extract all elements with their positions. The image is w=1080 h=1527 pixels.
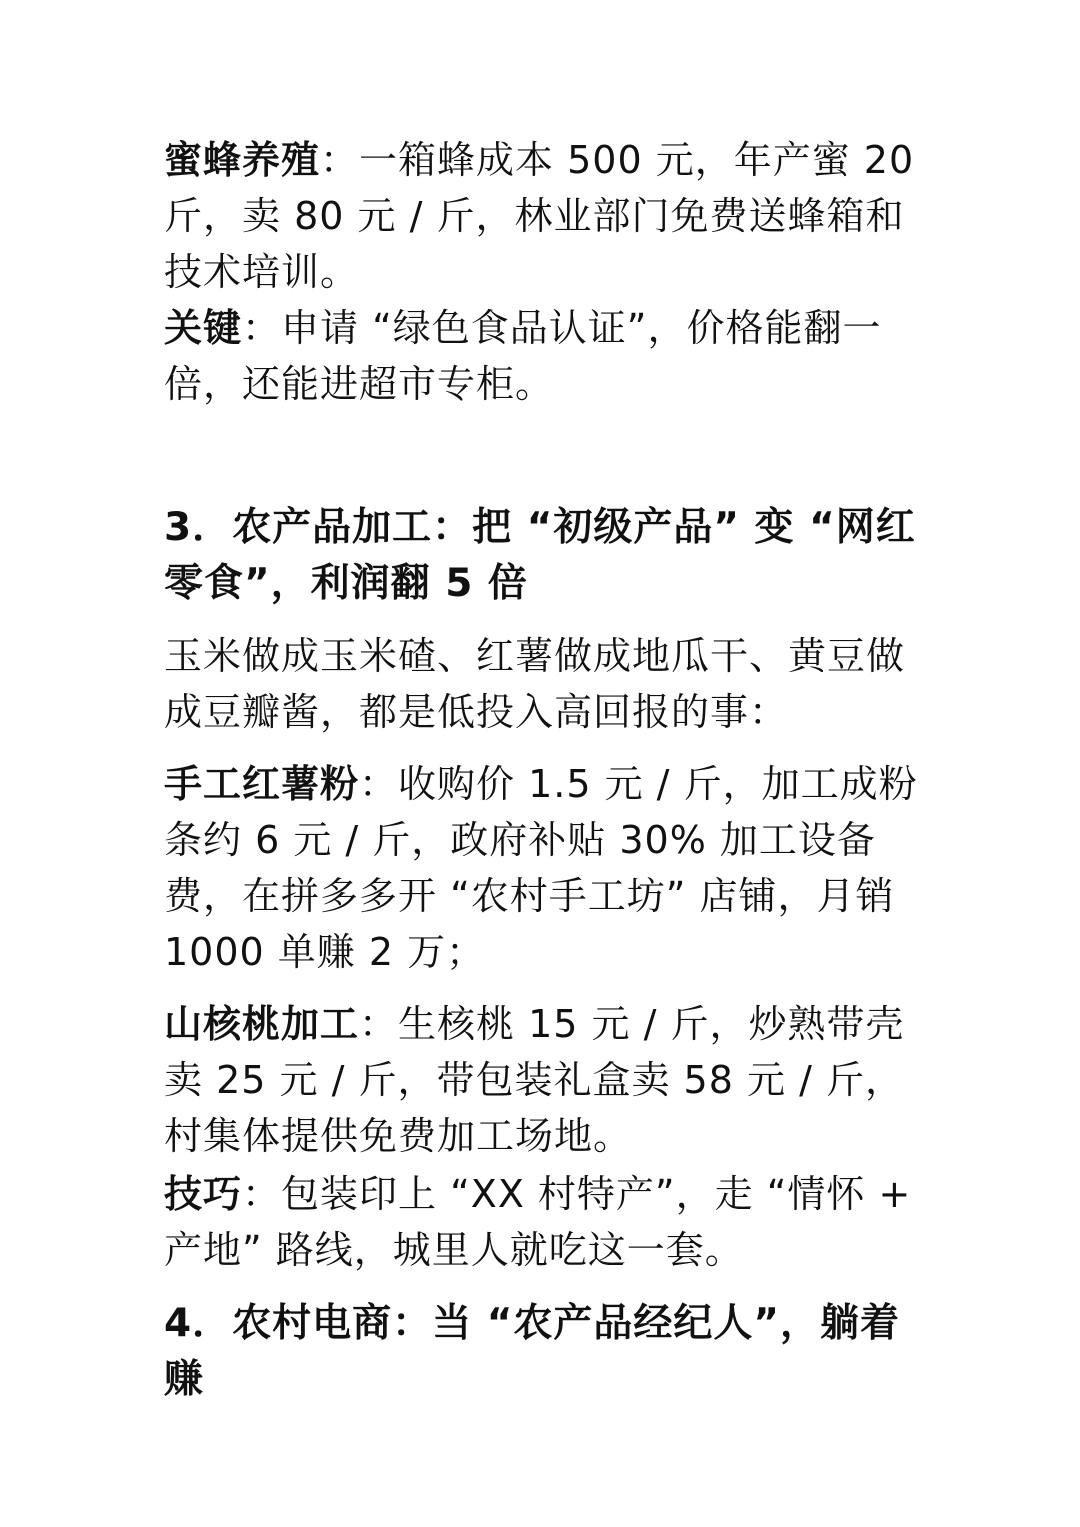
label-bee-farming: 蜜蜂养殖: [164, 138, 321, 182]
text-sweet-potato-noodles: ：收购价 1.5 元 / 斤，加工成粉条约 6 元 / 斤，政府补贴 30% 加工设备费，在拼多多开 “农村手工坊” 店铺，月销 1000 单赚 2 万；: [164, 762, 918, 974]
label-key-point: 关键: [164, 306, 243, 350]
paragraph-walnut-processing: [164, 996, 924, 1164]
text-tip: ：包装印上 “XX 村特产”，走 “情怀 + 产地” 路线，城里人就吃这一套。: [164, 1172, 912, 1272]
paragraph-section-3-intro: 玉米做成玉米碴、红薯做成地瓜干、黄豆做成豆瓣酱，都是低投入高回报的事：: [164, 634, 906, 734]
section-3-heading: 3．农产品加工：把 “初级产品” 变 “网红零食”，利润翻 5 倍: [164, 505, 916, 606]
text-bee-farming: ：一箱蜂成本 500 元，年产蜜 20 斤，卖 80 元 / 斤，林业部门免费送蜂箱和技术培训。: [164, 138, 915, 294]
label-tip: 技巧: [164, 1172, 243, 1216]
paragraph-bee-farming: [164, 132, 924, 300]
paragraph-sweet-potato-noodles: [164, 756, 924, 980]
label-walnut-processing: 山核桃加工: [164, 1002, 360, 1046]
text-key-point: ：申请 “绿色食品认证”，价格能翻一倍，还能进超市专柜。: [164, 306, 882, 406]
section-4-heading: 4．农村电商：当 “农产品经纪人”，躺着赚: [164, 1301, 900, 1402]
label-sweet-potato-noodles: 手工红薯粉: [164, 762, 360, 806]
text-walnut-processing: ：生核桃 15 元 / 斤，炒熟带壳卖 25 元 / 斤，带包装礼盒卖 58 元 / 斤，村集体提供免费加工场地。: [164, 1002, 905, 1158]
paragraph-key-point: [164, 300, 924, 412]
paragraph-tip: [164, 1166, 924, 1278]
